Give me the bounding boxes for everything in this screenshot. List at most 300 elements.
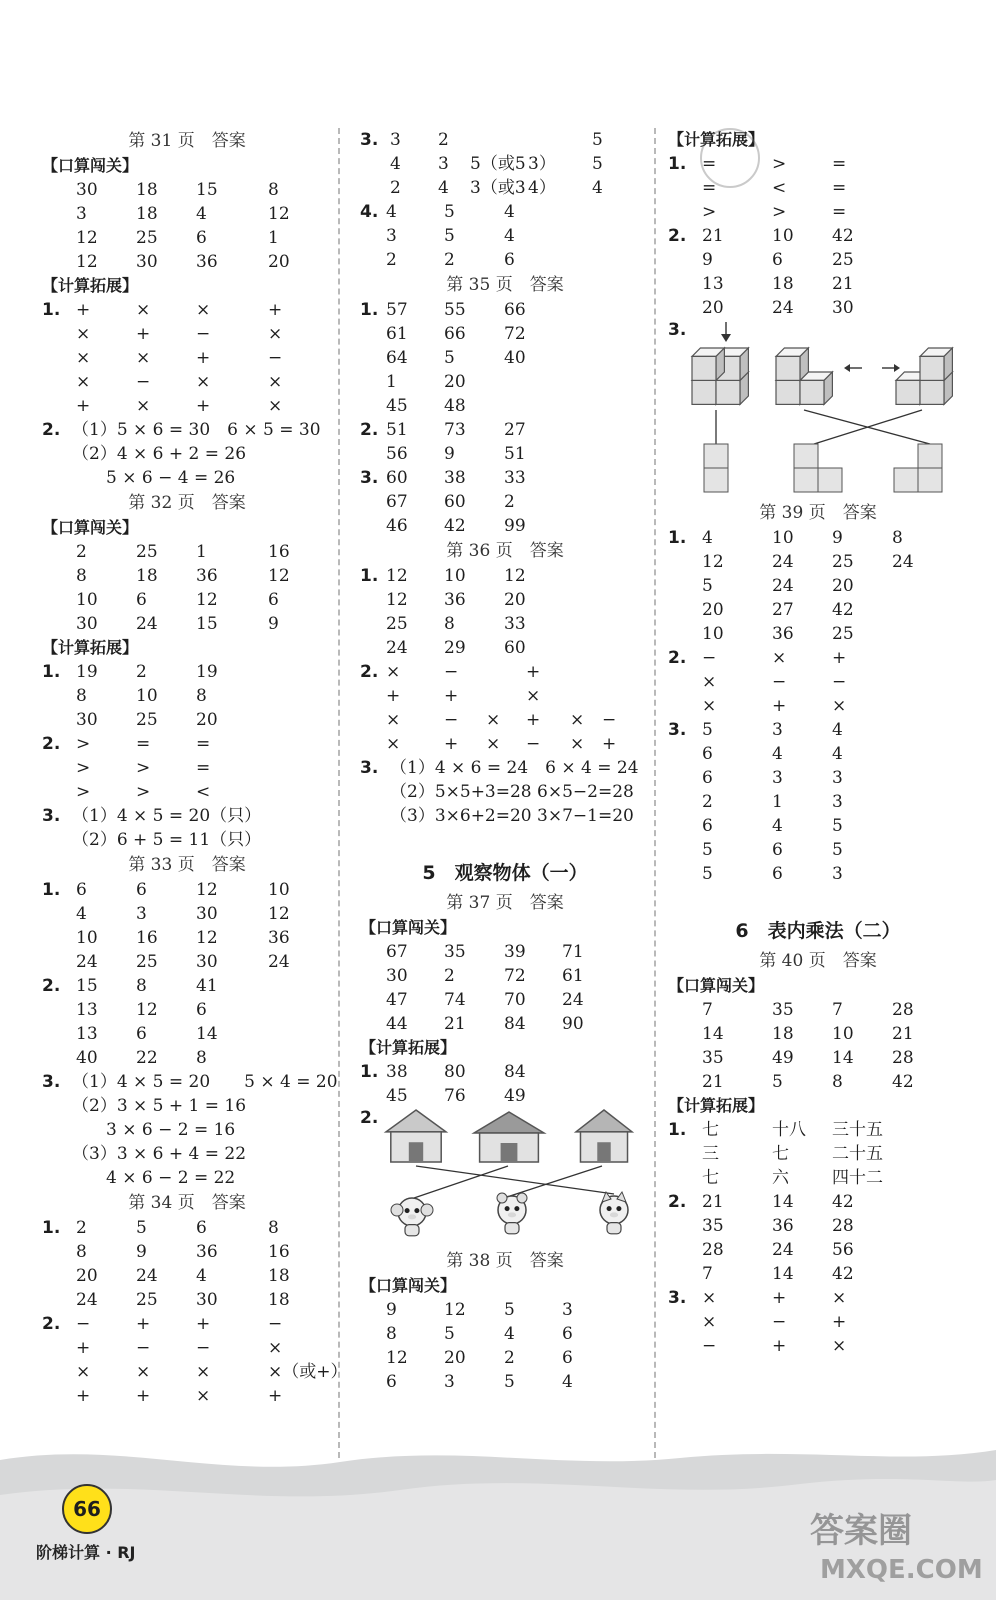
answer-cell: 27 [504, 420, 526, 440]
answer-row [360, 176, 650, 200]
answer-cell: 2 [386, 250, 397, 270]
answer-cell: 1 [268, 228, 279, 248]
answer-line [42, 804, 332, 828]
answer-cell: × [702, 696, 717, 716]
answer-cell: 36 [444, 590, 466, 610]
answer-cell: = [196, 758, 211, 778]
answer-row [42, 1288, 332, 1312]
answer-cell: 18 [136, 566, 158, 586]
answer-cell: 40 [504, 348, 526, 368]
answer-cell: 24 [562, 990, 584, 1010]
answer-cell: 84 [504, 1062, 526, 1082]
answer-cell: 48 [444, 396, 466, 416]
question-number: 1. [42, 662, 61, 682]
answer-cell: 36 [268, 928, 290, 948]
answer-line [42, 1118, 332, 1142]
answer-cell: 16 [268, 542, 290, 562]
answer-cell: 5 [444, 1324, 455, 1344]
answer-row [360, 128, 650, 152]
answer-row [360, 636, 650, 660]
answer-cell: + [136, 324, 151, 344]
answer-cell: 90 [562, 1014, 584, 1034]
answer-cell: 8 [892, 528, 903, 548]
answer-cell: 12 [386, 590, 408, 610]
heading-text: 第 40 页 答案 [759, 951, 877, 971]
section-label-text: 【计算拓展】 [42, 638, 139, 657]
answer-cell: 61 [386, 324, 408, 344]
answer-row [360, 1060, 650, 1084]
answer-text: 5 × 6 − 4 = 26 [72, 468, 236, 488]
answer-cell: 12 [702, 552, 724, 572]
answer-cell: 27 [772, 600, 794, 620]
answer-cell: 5 [832, 816, 843, 836]
answer-cell: 3 [562, 1300, 573, 1320]
answer-cell: 10 [268, 880, 290, 900]
heading-text: 第 38 页 答案 [446, 1251, 564, 1271]
answer-cell: 5 [702, 840, 713, 860]
answer-row [668, 1166, 968, 1190]
question-number: 1. [42, 1218, 61, 1238]
question-number: 2. [360, 662, 379, 682]
answer-cell: × [570, 710, 585, 730]
answer-line [42, 1142, 332, 1166]
answer-cell: 30 [196, 952, 218, 972]
answer-cell: + [772, 1288, 787, 1308]
answer-cell: < [196, 782, 211, 802]
answer-cell: × [386, 710, 401, 730]
section-label [42, 274, 332, 298]
answer-cell: + [526, 662, 541, 682]
answer-cell: 6 [702, 744, 713, 764]
spacer [360, 828, 650, 842]
answer-cell: 57 [386, 300, 408, 320]
answer-cell: 六 [772, 1168, 789, 1188]
answer-cell: > [76, 758, 91, 778]
answer-cell: 4 [772, 816, 783, 836]
answer-cell: 21 [892, 1024, 914, 1044]
answer-text: 3 × 6 − 2 = 16 [72, 1120, 236, 1140]
answer-row [668, 1070, 968, 1094]
answer-cell: 42 [832, 1192, 854, 1212]
answer-cell: × [76, 372, 91, 392]
answer-cell: 6 [196, 1218, 207, 1238]
answer-row [360, 466, 650, 490]
answer-cell: 99 [504, 516, 526, 536]
answer-row [668, 248, 968, 272]
answer-row [668, 1022, 968, 1046]
answer-row [360, 370, 650, 394]
answer-cell: + [136, 1314, 151, 1334]
cube-stack-right [896, 348, 952, 404]
answer-cell: 35 [702, 1048, 724, 1068]
question-number: 3. [668, 320, 687, 340]
answer-cell: 60 [504, 638, 526, 658]
answer-cell: 5 [592, 154, 603, 174]
section-label [360, 916, 650, 940]
answer-cell: 2 [136, 662, 147, 682]
answer-cell: 6 [702, 816, 713, 836]
answer-cell: 5 [136, 1218, 147, 1238]
answer-cell: 12 [196, 880, 218, 900]
answer-cell: 28 [702, 1240, 724, 1260]
answer-cell: 12 [268, 204, 290, 224]
question-number: 3. [42, 806, 61, 826]
answer-cell: × [772, 648, 787, 668]
answer-cell: 5 [702, 576, 713, 596]
answer-cell: 6 [772, 864, 783, 884]
answer-cell: 14 [832, 1048, 854, 1068]
answer-cell: 56 [832, 1240, 854, 1260]
answer-cell: = [832, 202, 847, 222]
answer-cell: + [268, 300, 283, 320]
answer-text: 4 × 6 − 2 = 22 [72, 1168, 236, 1188]
answer-row [668, 1046, 968, 1070]
answer-cell: + [196, 396, 211, 416]
answer-row [360, 964, 650, 988]
stamp-mark [700, 128, 760, 188]
answer-cell: 7 [702, 1000, 713, 1020]
answer-cell: 4 [832, 720, 843, 740]
answer-cell: + [602, 734, 617, 754]
answer-cell: 70 [504, 990, 526, 1010]
heading-text: 第 34 页 答案 [128, 1193, 246, 1213]
answer-cell: 6 [196, 228, 207, 248]
section-label-text: 【计算拓展】 [668, 1096, 765, 1115]
answer-cell: × [136, 396, 151, 416]
answer-cell: 6 [772, 840, 783, 860]
answer-row [668, 598, 968, 622]
answer-row [668, 200, 968, 224]
answer-cell: 20 [444, 1348, 466, 1368]
answer-cell: 16 [136, 928, 158, 948]
answer-cell: 10 [832, 1024, 854, 1044]
answer-cell: 30 [76, 614, 98, 634]
answer-row [360, 514, 650, 538]
answer-row [668, 1286, 968, 1310]
answer-line [42, 418, 332, 442]
answer-cell: 14 [196, 1024, 218, 1044]
answer-cell: 28 [892, 1000, 914, 1020]
question-number: 2. [668, 1192, 687, 1212]
question-number: 1. [360, 300, 379, 320]
answer-cell: 22 [136, 1048, 158, 1068]
answer-row [668, 766, 968, 790]
answer-line [42, 1166, 332, 1190]
heading-text: 第 31 页 答案 [128, 131, 246, 151]
svg-text:MXQE.COM: MXQE.COM [820, 1555, 983, 1585]
answer-cell: 5 [832, 840, 843, 860]
section-label-text: 【计算拓展】 [668, 130, 765, 149]
answer-cell: 8 [136, 976, 147, 996]
answer-cell: 24 [136, 614, 158, 634]
answer-page-heading [42, 852, 332, 878]
answer-cell: 15 [196, 180, 218, 200]
section-label-text: 【口算闯关】 [42, 518, 139, 537]
answer-cell: 33 [504, 614, 526, 634]
answer-row [42, 1216, 332, 1240]
answer-cell: 72 [504, 324, 526, 344]
answer-cell: 12 [386, 566, 408, 586]
answer-cell: = [832, 178, 847, 198]
answer-cell: 20 [76, 1266, 98, 1286]
answer-cell: = [196, 734, 211, 754]
answer-text: （1）4 × 5 = 20（只） [72, 806, 262, 826]
answer-cell: 60 [386, 468, 408, 488]
tiger-icon [600, 1192, 628, 1234]
answer-text: （3）3×6+2=20 3×7−1=20 [390, 806, 634, 826]
answer-cell: 8 [196, 1048, 207, 1068]
page-number: 66 [62, 1484, 112, 1534]
answer-cell: × [702, 1312, 717, 1332]
answer-row [42, 878, 332, 902]
answer-row [42, 346, 332, 370]
answer-row [668, 742, 968, 766]
answer-row [668, 1118, 968, 1142]
answer-cell: 35 [444, 942, 466, 962]
answer-cell: 24 [386, 638, 408, 658]
answer-cell: 5（或5 [470, 154, 526, 174]
answer-cell: 40 [76, 1048, 98, 1068]
answer-row [668, 550, 968, 574]
answer-cell: 8 [196, 686, 207, 706]
answer-row [360, 988, 650, 1012]
match-line [416, 1166, 614, 1194]
answer-cell: 30 [832, 298, 854, 318]
answer-row [668, 646, 968, 670]
chapter-title-text: 6 表内乘法（二） [735, 920, 901, 942]
answer-cell: 20 [196, 710, 218, 730]
answer-text: （2）6 + 5 = 11（只） [72, 830, 262, 850]
answer-cell: 6 [386, 1372, 397, 1392]
monkey-icon [391, 1198, 433, 1236]
answer-text: （1）5 × 6 = 30 6 × 5 = 30 [72, 420, 321, 440]
answer-cell: 24 [772, 576, 794, 596]
answer-cell: 12 [196, 590, 218, 610]
answer-cell: 10 [136, 686, 158, 706]
bear-icon [497, 1193, 527, 1234]
answer-cell: 3（或3 [470, 178, 526, 198]
answer-cell: × [268, 372, 283, 392]
answer-cell: 4 [592, 178, 603, 198]
question-number: 1. [360, 566, 379, 586]
answer-cell: 61 [562, 966, 584, 986]
answer-row [360, 940, 650, 964]
answer-cell: 12 [76, 228, 98, 248]
answer-cell: 67 [386, 492, 408, 512]
answer-cell: > [136, 758, 151, 778]
answer-cell: 6 [268, 590, 279, 610]
answer-cell: 9 [702, 250, 713, 270]
answer-cell: + [136, 1386, 151, 1406]
answer-row [42, 660, 332, 684]
answer-page-heading [360, 272, 650, 298]
answer-cell: 8 [268, 180, 279, 200]
answer-cell: 60 [444, 492, 466, 512]
answer-cell: 7 [702, 1264, 713, 1284]
house-wide-middle [474, 1112, 544, 1162]
answer-cell: 1 [772, 792, 783, 812]
answer-row [360, 346, 650, 370]
answer-row [668, 526, 968, 550]
answer-text: （3）3 × 6 + 4 = 22 [72, 1144, 247, 1164]
answer-cell: 4 [504, 1324, 515, 1344]
section-label [360, 1036, 650, 1060]
answer-cell: > [772, 202, 787, 222]
answer-line [42, 1094, 332, 1118]
answer-row [360, 1084, 650, 1108]
answer-cell: − [268, 1314, 283, 1334]
answer-cell: 七 [702, 1120, 719, 1140]
answer-cell: 36 [196, 252, 218, 272]
answer-page-heading [42, 490, 332, 516]
answer-cell: 35 [702, 1216, 724, 1236]
answer-cell: 56 [386, 444, 408, 464]
answer-line [360, 804, 650, 828]
answer-cell: > [76, 782, 91, 802]
question-number: 1. [360, 1062, 379, 1082]
answer-cell: 66 [444, 324, 466, 344]
chapter-title-text: 5 观察物体（一） [422, 862, 588, 884]
answer-row [42, 1264, 332, 1288]
answer-cell: 38 [386, 1062, 408, 1082]
answer-cell: = [702, 178, 717, 198]
answer-cell: 21 [832, 274, 854, 294]
answer-cell: 28 [892, 1048, 914, 1068]
answer-cell: 2 [504, 1348, 515, 1368]
answer-cell: 24 [772, 298, 794, 318]
answer-cell: 39 [504, 942, 526, 962]
answer-line [42, 1070, 338, 1094]
section-label [42, 516, 332, 540]
answer-cell: 18 [136, 180, 158, 200]
question-number: 3. [42, 1072, 61, 1092]
answer-cell: 84 [504, 1014, 526, 1034]
answer-cell: 8 [76, 1242, 87, 1262]
answer-cell: + [526, 710, 541, 730]
answer-cell: − [702, 1336, 717, 1356]
answer-cell: 6 [76, 880, 87, 900]
section-label-text: 【口算闯关】 [42, 156, 139, 175]
answer-cell: 18 [136, 204, 158, 224]
answer-cell: 67 [386, 942, 408, 962]
answer-text: （2）4 × 6 + 2 = 26 [72, 444, 247, 464]
answer-cell: 12 [444, 1300, 466, 1320]
answer-cell: 8 [76, 686, 87, 706]
answer-cell: 21 [702, 1072, 724, 1092]
answer-row [360, 152, 650, 176]
answer-cell: < [772, 178, 787, 198]
answer-cell: − [76, 1314, 91, 1334]
answer-cell: + [76, 1338, 91, 1358]
answer-line [42, 442, 332, 466]
answer-cell: 76 [444, 1086, 466, 1106]
answer-cell: 3 [832, 792, 843, 812]
answer-cell: 72 [504, 966, 526, 986]
answer-cell: 25 [136, 228, 158, 248]
answer-cell: 25 [832, 624, 854, 644]
answer-cell: × [76, 348, 91, 368]
answer-cell: × [832, 1288, 847, 1308]
book-title: 阶梯计算 · RJ [36, 1543, 136, 1562]
answer-cell: 25 [386, 614, 408, 634]
answer-row [42, 1336, 332, 1360]
answer-cell: 25 [136, 952, 158, 972]
answer-cell: 4 [390, 154, 401, 174]
answer-cell: − [268, 348, 283, 368]
answer-row [42, 298, 332, 322]
answer-cell: 42 [832, 600, 854, 620]
answer-row [42, 588, 332, 612]
answer-cell: 3 [76, 204, 87, 224]
question-number: 1. [668, 528, 687, 548]
answer-cell: 25 [136, 542, 158, 562]
answer-cell: 5 [504, 1372, 515, 1392]
answer-cell: 9 [136, 1242, 147, 1262]
answer-cell: 14 [772, 1192, 794, 1212]
answer-cell: + [196, 348, 211, 368]
answer-row [42, 250, 332, 274]
heading-text: 第 37 页 答案 [446, 893, 564, 913]
answer-cell: × [136, 348, 151, 368]
answer-row [42, 780, 332, 804]
answer-cell: − [832, 672, 847, 692]
chapter-title [668, 914, 968, 948]
answer-cell: 36 [196, 566, 218, 586]
column-divider-2 [654, 128, 656, 1458]
answer-cell: 3 [390, 130, 401, 150]
answer-cell: 3 [772, 768, 783, 788]
answer-page-heading [360, 538, 650, 564]
answer-cell: 2 [444, 966, 455, 986]
answer-cell: × [136, 300, 151, 320]
answer-cell: 6 [772, 250, 783, 270]
answer-cell: > [702, 202, 717, 222]
answer-row [668, 814, 968, 838]
cube-stack-middle [776, 348, 832, 404]
question-number: 2. [668, 226, 687, 246]
answer-line [360, 756, 650, 780]
answer-cell: × [526, 686, 541, 706]
answer-cell: 12 [136, 1000, 158, 1020]
question-number: 2. [668, 648, 687, 668]
section-label [668, 1094, 968, 1118]
answer-text: （2）5×5+3=28 6×5−2=28 [390, 782, 634, 802]
answer-row [360, 564, 650, 588]
answer-row [360, 660, 650, 684]
question-number: 3. [360, 130, 379, 150]
answer-cell: 13 [76, 1000, 98, 1020]
answer-cell: 20 [444, 372, 466, 392]
question-number: 2. [42, 1314, 61, 1334]
answer-cell: 2 [76, 542, 87, 562]
answer-cell: > [772, 154, 787, 174]
answer-cell: 42 [892, 1072, 914, 1092]
answer-cell: + [76, 300, 91, 320]
answer-cell: − [444, 710, 459, 730]
answer-cell: > [136, 782, 151, 802]
answer-cell: 5 [444, 226, 455, 246]
answer-cell: 3 [832, 864, 843, 884]
answer-row [360, 394, 650, 418]
answer-cell: 21 [702, 1192, 724, 1212]
answer-cell: − [702, 648, 717, 668]
answer-cell: 9 [832, 528, 843, 548]
answer-cell: 28 [832, 1216, 854, 1236]
answer-row [42, 950, 332, 974]
answer-cell: = [702, 154, 717, 174]
answer-cell: 38 [444, 468, 466, 488]
answer-cell: 20 [702, 600, 724, 620]
